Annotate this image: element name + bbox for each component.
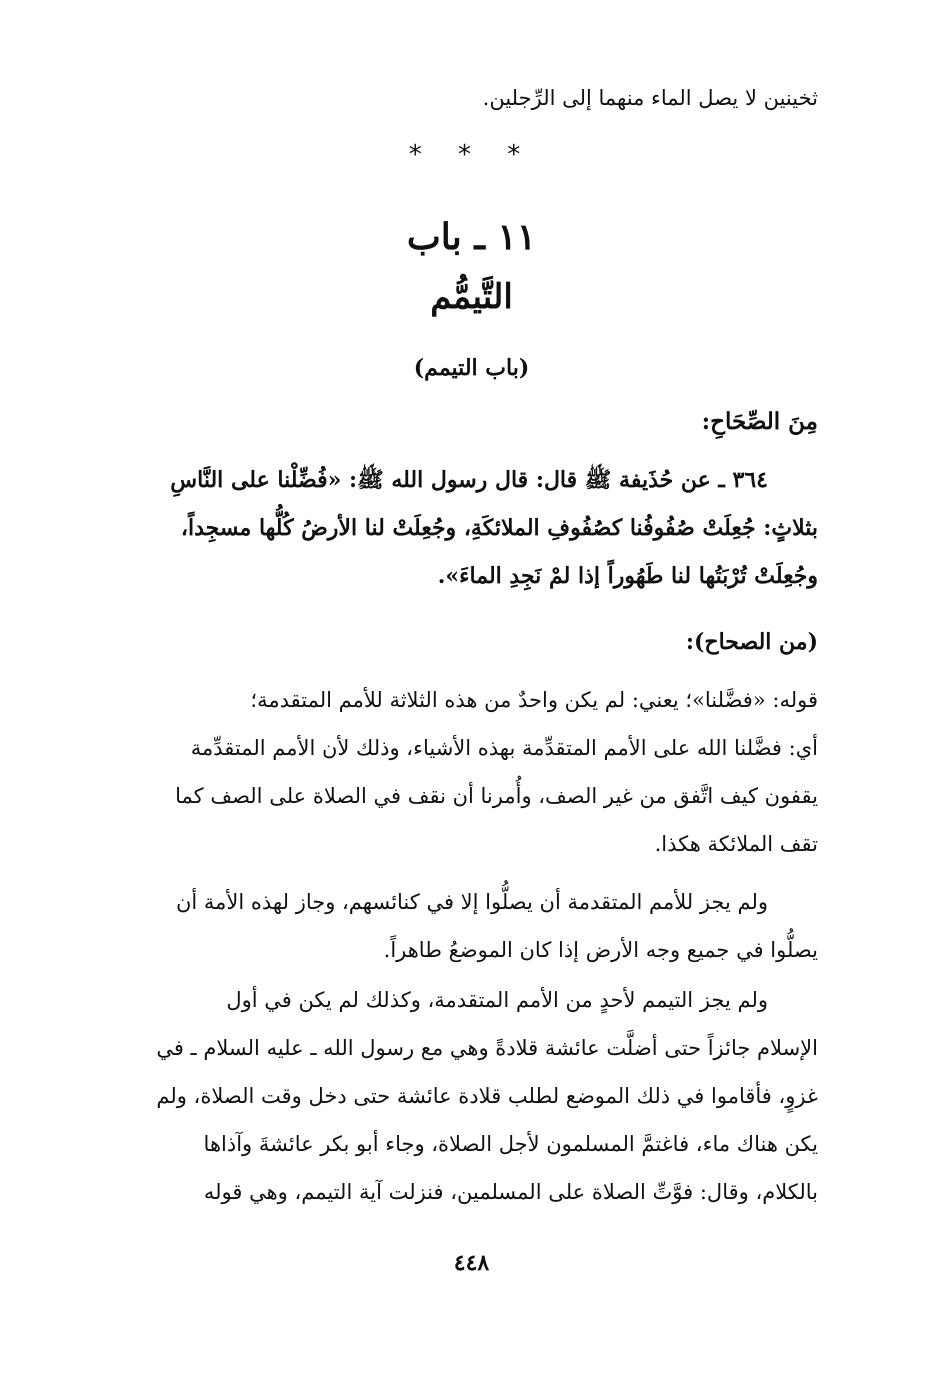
- paragraph-line: تقف الملائكة هكذا.: [654, 832, 818, 856]
- commentary-paragraph: [118, 976, 818, 1216]
- hadith-line: وجُعِلَتْ تُرْبَتُها لنا طَهُوراً إذا لمْ نَجِدِ الماءَ».: [437, 563, 818, 589]
- hadith-line: ٣٦٤ ـ عن حُذَيفة ﷺ قال: قال رسول الله ﷺ: «فُضِّلْنا على النَّاسِ: [170, 467, 768, 493]
- paragraph-line: ولم يجز التيمم لأحدٍ من الأمم المتقدمة، وكذلك لم يكن في أول: [226, 988, 768, 1012]
- hadith-text: [118, 456, 818, 600]
- paragraph-line: يكن هناك ماء، فاغتمَّ المسلمون لأجل الصلاة، وجاء أبو بكر عائشةَ وآذاها: [203, 1132, 818, 1156]
- paragraph-line: أي: فضَّلنا الله على الأمم المتقدِّمة بهذه الأشياء، وذلك لأن الأمم المتقدِّمة: [190, 736, 818, 760]
- chapter-number: ١١ ـ باب: [406, 216, 537, 258]
- text-line: ثخينين لا يصل الماء منهما إلى الرِّجلين.: [482, 86, 818, 110]
- chapter-title: التَّيمُّم: [430, 277, 513, 317]
- page-number: ٤٤٨: [453, 1250, 490, 1276]
- commentary-paragraph: [118, 676, 818, 868]
- section-heading-sahah: مِنَ الصِّحَاحِ:: [701, 408, 818, 435]
- paragraph-line: ولم يجز للأمم المتقدمة أن يصلُّوا إلا في كنائسهم، وجاز لهذه الأمة أن: [175, 890, 768, 914]
- section-divider-ornament: * * *: [408, 140, 535, 170]
- paragraph-line: قوله: «فضَّلنا»؛ يعني: لم يكن واحدٌ من هذه الثلاثة للأمم المتقدمة؛: [250, 688, 818, 712]
- paragraph-line: الإسلام جائزاً حتى أضلَّت عائشة قلادةً وهي مع رسول الله ـ عليه السلام ـ في: [156, 1036, 818, 1060]
- commentary-heading: (من الصحاح):: [685, 629, 818, 655]
- chapter-subtitle: (باب التيمم): [413, 355, 530, 381]
- hadith-line: بثلاثٍ: جُعِلَتْ صُفُوفُنا كصُفُوفِ الملائكَةِ، وجُعِلَتْ لنا الأرضُ كُلُّها مسجِداً،: [180, 515, 818, 541]
- commentary-paragraph: [118, 878, 818, 974]
- paragraph-line: غزوٍ، فأقاموا في ذلك الموضع لطلب قلادة عائشة حتى دخل وقت الصلاة، ولم: [156, 1084, 818, 1108]
- paragraph-line: يصلُّوا في جميع وجه الأرض إذا كان الموضعُ طاهراً.: [383, 938, 818, 962]
- paragraph-line: يقفون كيف اتَّفق من غير الصف، وأُمرنا أن نقف في الصلاة على الصف كما: [175, 784, 818, 808]
- continuation-line: [118, 74, 818, 122]
- paragraph-line: بالكلام، وقال: فوَّتِّ الصلاة على المسلمين، فنزلت آية التيمم، وهي قوله: [203, 1180, 818, 1204]
